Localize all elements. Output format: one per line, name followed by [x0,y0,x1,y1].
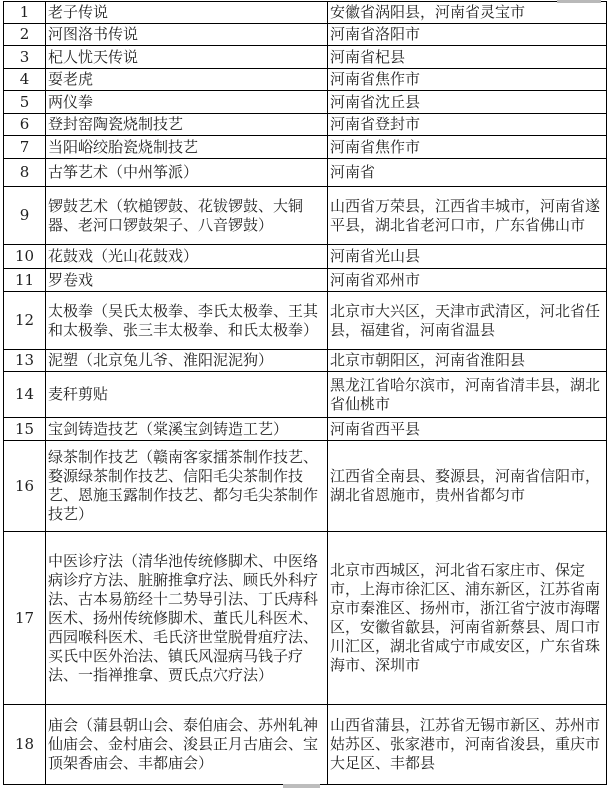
row-number-cell: 5 [4,91,46,114]
heritage-locations-cell: 河南省洛阳市 [328,24,607,46]
heritage-name-cell: 当阳峪绞胎瓷烧制技艺 [46,136,328,159]
heritage-table [3,1,607,785]
heritage-locations-cell: 山西省蒲县，江苏省无锡市新区、苏州市姑苏区、张家港市，河南省浚县，重庆市大足区、丰都县 [328,705,607,785]
table-row [4,418,607,441]
row-number-cell: 10 [4,245,46,269]
heritage-name-cell: 河图洛书传说 [46,24,328,46]
heritage-locations-cell: 河南省焦作市 [328,136,607,159]
row-number-cell: 3 [4,46,46,69]
table-row [4,705,607,785]
heritage-name-cell: 登封窑陶瓷烧制技艺 [46,114,328,136]
heritage-name-cell: 庙会（蒲县朝山会、泰伯庙会、苏州轧神仙庙会、金村庙会、浚县正月古庙会、宝顶架香庙会、丰都庙会） [46,705,328,785]
heritage-locations-cell: 河南省 [328,159,607,187]
row-number-cell: 15 [4,418,46,441]
table-row [4,187,607,245]
row-number-cell: 1 [4,2,46,24]
heritage-name-cell: 锣鼓艺术（软槌锣鼓、花钹锣鼓、大铜器、老河口锣鼓架子、八音锣鼓） [46,187,328,245]
table-row [4,24,607,46]
row-number-cell: 18 [4,705,46,785]
heritage-locations-cell: 安徽省涡阳县，河南省灵宝市 [328,2,607,24]
heritage-locations-cell: 河南省光山县 [328,245,607,269]
row-number-cell: 17 [4,532,46,705]
table-row [4,69,607,91]
row-number-cell: 7 [4,136,46,159]
row-number-cell: 8 [4,159,46,187]
table-row [4,114,607,136]
heritage-locations-cell: 河南省邓州市 [328,269,607,292]
table-row [4,46,607,69]
heritage-name-cell: 两仪拳 [46,91,328,114]
heritage-locations-cell: 江西省全南县、婺源县，河南省信阳市，湖北省恩施市，贵州省都匀市 [328,441,607,532]
table-row [4,245,607,269]
row-number-cell: 2 [4,24,46,46]
heritage-name-cell: 麦秆剪贴 [46,372,328,418]
heritage-locations-cell: 河南省杞县 [328,46,607,69]
heritage-table-body [4,2,607,785]
heritage-name-cell: 宝剑铸造技艺（棠溪宝剑铸造工艺） [46,418,328,441]
table-row [4,532,607,705]
heritage-name-cell: 杞人忧天传说 [46,46,328,69]
heritage-name-cell: 绿茶制作技艺（赣南客家擂茶制作技艺、婺源绿茶制作技艺、信阳毛尖茶制作技艺、恩施玉露制作技艺、都匀毛尖茶制作技艺） [46,441,328,532]
table-row [4,292,607,350]
heritage-locations-cell: 河南省登封市 [328,114,607,136]
heritage-locations-cell: 北京市朝阳区，河南省淮阳县 [328,350,607,372]
row-number-cell: 14 [4,372,46,418]
heritage-locations-cell: 河南省西平县 [328,418,607,441]
heritage-name-cell: 罗卷戏 [46,269,328,292]
table-row [4,372,607,418]
row-number-cell: 13 [4,350,46,372]
table-row [4,136,607,159]
row-number-cell: 11 [4,269,46,292]
heritage-locations-cell: 黑龙江省哈尔滨市，河南省清丰县，湖北省仙桃市 [328,372,607,418]
table-row [4,91,607,114]
row-number-cell: 4 [4,69,46,91]
heritage-name-cell: 泥塑（北京兔儿爷、淮阳泥泥狗） [46,350,328,372]
heritage-locations-cell: 山西省万荣县，江西省丰城市，河南省遂平县，湖北省老河口市，广东省佛山市 [328,187,607,245]
heritage-name-cell: 老子传说 [46,2,328,24]
row-number-cell: 6 [4,114,46,136]
heritage-name-cell: 耍老虎 [46,69,328,91]
row-number-cell: 16 [4,441,46,532]
scrollbar-artifact-top [557,0,601,3]
scrollbar-artifact-bottom [283,784,320,788]
table-row [4,269,607,292]
heritage-locations-cell: 北京市大兴区，天津市武清区，河北省任县，福建省，河南省温县 [328,292,607,350]
heritage-name-cell: 古筝艺术（中州筝派） [46,159,328,187]
table-row [4,350,607,372]
heritage-locations-cell: 河南省焦作市 [328,69,607,91]
heritage-name-cell: 花鼓戏（光山花鼓戏） [46,245,328,269]
heritage-locations-cell: 河南省沈丘县 [328,91,607,114]
table-row [4,441,607,532]
row-number-cell: 9 [4,187,46,245]
heritage-locations-cell: 北京市西城区，河北省石家庄市、保定市，上海市徐汇区、浦东新区，江苏省南京市秦淮区、扬州市，浙江省宁波市海曙区，安徽省歙县，河南省新蔡县、周口市川汇区，湖北省咸宁市咸安区，广东省珠海市、深圳市 [328,532,607,705]
heritage-name-cell: 太极拳（吴氏太极拳、李氏太极拳、王其和太极拳、张三丰太极拳、和氏太极拳） [46,292,328,350]
table-row [4,159,607,187]
heritage-name-cell: 中医诊疗法（清华池传统修脚术、中医络病诊疗方法、脏腑推拿疗法、顾氏外科疗法、古本易筋经十二势导引法、丁氏痔科医术、扬州传统修脚术、董氏儿科医术、西园喉科医术、毛氏济世堂脱骨疽疗法、买氏中医外治法、镇氏风湿病马钱子疗法、一指禅推拿、贾氏点穴疗法） [46,532,328,705]
table-row [4,2,607,24]
row-number-cell: 12 [4,292,46,350]
